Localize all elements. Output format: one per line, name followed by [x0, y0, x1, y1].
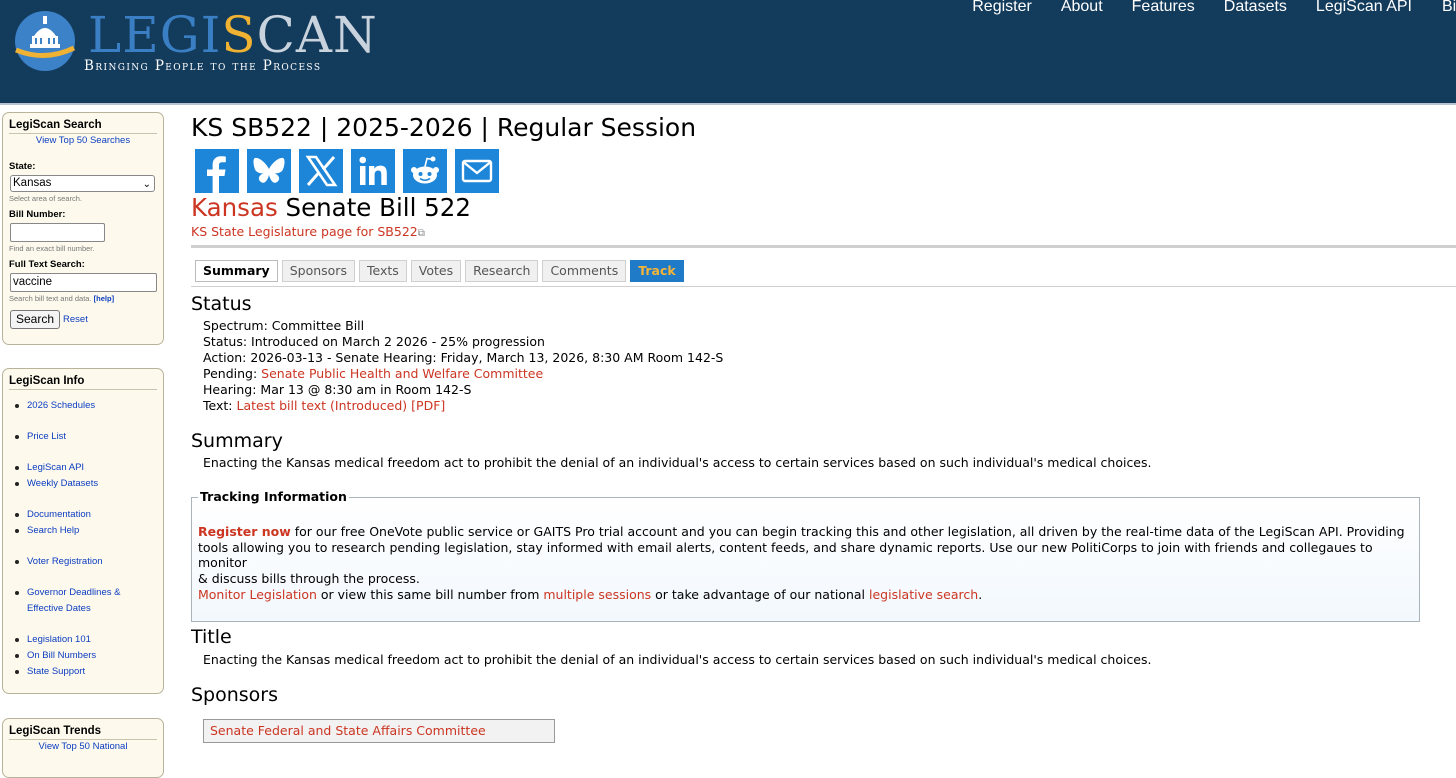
- sponsor-item: [203, 719, 555, 743]
- linkedin-glyph: [351, 149, 395, 193]
- full-text-label: Full Text Search:: [9, 259, 85, 270]
- external-link-icon: ⧉: [417, 228, 425, 239]
- info-links: [3, 398, 163, 680]
- bill-number-input[interactable]: [10, 223, 105, 242]
- info-box-title: LegiScan Info: [9, 375, 85, 387]
- monitor-text-end: .: [978, 587, 983, 602]
- reddit-icon[interactable]: [403, 149, 447, 193]
- state-label: State:: [9, 161, 36, 172]
- info-link-schedules[interactable]: 2026 Schedules: [3, 398, 163, 414]
- reset-link[interactable]: Reset: [63, 314, 88, 325]
- divider: [191, 286, 1456, 287]
- divider: [191, 245, 1456, 248]
- tab-summary[interactable]: Summary: [195, 260, 278, 282]
- tracking-info-box: [191, 489, 1420, 622]
- nav-legiscan-api[interactable]: LegiScan API: [1315, 0, 1412, 15]
- monitor-text: [198, 587, 1413, 603]
- sponsor-link[interactable]: Senate Federal and State Affairs Committee: [210, 723, 486, 738]
- status-spectrum: Spectrum: Committee Bill: [203, 318, 365, 333]
- status-heading: Status: [191, 293, 252, 315]
- x-glyph: [299, 149, 343, 193]
- info-link-voter-registration[interactable]: Voter Registration: [3, 554, 163, 570]
- state-legislature-link-row: [191, 224, 425, 239]
- email-glyph: [455, 149, 499, 193]
- tab-research[interactable]: Research: [465, 260, 538, 282]
- top-50-searches-link[interactable]: View Top 50 Searches: [35, 135, 131, 146]
- search-box-title: LegiScan Search: [9, 119, 102, 131]
- full-text-hint-text: Search bill text and data.: [9, 294, 92, 303]
- divider: [9, 389, 157, 390]
- bill-tabs: [195, 260, 688, 282]
- bill-heading: [191, 192, 471, 224]
- search-actions: [3, 310, 163, 329]
- full-text-input[interactable]: vaccine: [10, 273, 157, 292]
- info-link-api[interactable]: LegiScan API: [3, 460, 163, 476]
- status-action: Action: 2026-03-13 - Senate Hearing: Friday, March 13, 2026, 8:30 AM Room 142-S: [203, 350, 724, 365]
- full-text-hint: [3, 294, 163, 304]
- tracking-line-3: & discuss bills through the process.: [198, 570, 420, 586]
- tracking-line-1: for our free OneVote public service or GAITS Pro trial account and you can begin tracking this and other legislation, all driven by the real-time data of the LegiScan API. Providing: [290, 524, 1405, 539]
- sidebar-trends-box: [2, 718, 164, 778]
- top-navigation: [943, 0, 1456, 18]
- state-legislature-link[interactable]: KS State Legislature page for SB522: [191, 224, 418, 239]
- tracking-line-2: tools allowing you to research pending legislation, stay informed with email alerts, content feeds, and share dynamic reports. Use our new PolitiCorps to join with friends and collegaues to monitor: [198, 539, 1373, 570]
- info-link-state-support[interactable]: State Support: [3, 664, 163, 680]
- site-header: [0, 0, 1456, 103]
- nav-about[interactable]: About: [1060, 0, 1103, 15]
- capitol-globe-icon: [10, 10, 80, 72]
- email-icon[interactable]: [455, 149, 499, 193]
- share-buttons: [195, 149, 507, 193]
- nav-features[interactable]: Features: [1131, 0, 1195, 15]
- nav-truncated[interactable]: Bi: [1442, 0, 1456, 15]
- divider: [9, 133, 157, 134]
- bluesky-glyph: [247, 149, 291, 193]
- info-link-documentation[interactable]: Documentation: [3, 507, 163, 523]
- nav-datasets[interactable]: Datasets: [1223, 0, 1287, 15]
- register-now-link[interactable]: Register now: [198, 524, 291, 539]
- bluesky-icon[interactable]: [247, 149, 291, 193]
- legiscan-logo[interactable]: [10, 6, 380, 80]
- linkedin-icon[interactable]: [351, 149, 395, 193]
- search-button[interactable]: Search: [10, 310, 60, 329]
- legislative-search-link[interactable]: legislative search: [869, 587, 979, 602]
- info-link-legislation-101[interactable]: Legislation 101: [3, 632, 163, 648]
- monitor-text-2: or take advantage of our national: [651, 587, 869, 602]
- text-label: Text:: [203, 398, 233, 413]
- x-icon[interactable]: [299, 149, 343, 193]
- sidebar-search-box: [2, 112, 164, 345]
- pending-committee-link[interactable]: Senate Public Health and Welfare Committee: [261, 366, 544, 381]
- logo-tagline: Bringing People to the Process: [84, 58, 322, 74]
- info-link-price-list[interactable]: Price List: [3, 429, 163, 445]
- monitor-legislation-link[interactable]: Monitor Legislation: [198, 587, 317, 602]
- bill-name: Senate Bill 522: [285, 193, 471, 222]
- facebook-glyph: [195, 149, 239, 193]
- nav-register[interactable]: Register: [972, 0, 1032, 15]
- header-divider: [0, 103, 1456, 105]
- bill-number-hint: Find an exact bill number.: [9, 244, 95, 253]
- tab-sponsors[interactable]: Sponsors: [282, 260, 355, 282]
- tracking-legend: Tracking Information: [200, 489, 347, 504]
- info-link-bill-numbers[interactable]: On Bill Numbers: [3, 648, 163, 664]
- state-name[interactable]: Kansas: [191, 193, 278, 222]
- sponsors-heading: Sponsors: [191, 684, 279, 706]
- title-heading: Title: [191, 626, 232, 648]
- status-pending: [203, 366, 543, 382]
- sidebar-info-box: [2, 368, 164, 694]
- page-title: KS SB522 | 2025-2026 | Regular Session: [191, 113, 697, 142]
- chevron-down-icon: ⌄: [142, 179, 151, 190]
- bill-number-label: Bill Number:: [9, 209, 66, 220]
- info-link-governor-deadlines[interactable]: [3, 585, 163, 617]
- logo-wordmark: LEGISCAN: [88, 6, 378, 64]
- monitor-text-1: or view this same bill number from: [316, 587, 544, 602]
- summary-text: Enacting the Kansas medical freedom act to prohibit the denial of an individual's access to certain services based on such individual's medical choices.: [203, 455, 1152, 470]
- state-hint: Select area of search.: [9, 194, 82, 203]
- multiple-sessions-link[interactable]: multiple sessions: [543, 587, 652, 602]
- help-link[interactable]: [help]: [93, 294, 115, 303]
- tab-comments[interactable]: Comments: [542, 260, 626, 282]
- state-select[interactable]: [10, 175, 155, 192]
- info-link-search-help[interactable]: Search Help: [3, 523, 163, 539]
- facebook-icon[interactable]: [195, 149, 239, 193]
- latest-bill-text-link[interactable]: Latest bill text (Introduced) [PDF]: [236, 398, 446, 413]
- governor-deadlines-line1: Governor Deadlines &: [27, 587, 121, 598]
- state-select-value: Kansas: [13, 177, 52, 189]
- tab-texts[interactable]: Texts: [359, 260, 407, 282]
- divider: [9, 739, 157, 740]
- summary-heading: Summary: [191, 430, 283, 452]
- top-50-national-link[interactable]: View Top 50 National: [38, 741, 128, 752]
- tab-track[interactable]: Track: [630, 260, 683, 282]
- trends-box-title: LegiScan Trends: [9, 725, 102, 737]
- reddit-glyph: [403, 149, 447, 193]
- tracking-text: [198, 524, 1413, 586]
- pending-label: Pending:: [203, 366, 258, 381]
- tab-votes[interactable]: Votes: [411, 260, 461, 282]
- status-hearing: Hearing: Mar 13 @ 8:30 am in Room 142-S: [203, 382, 472, 397]
- title-text: Enacting the Kansas medical freedom act to prohibit the denial of an individual's access to certain services based on such individual's medical choices.: [203, 652, 1152, 667]
- info-link-weekly-datasets[interactable]: Weekly Datasets: [3, 476, 163, 492]
- status-text: [203, 398, 445, 414]
- governor-deadlines-line2: Effective Dates: [27, 603, 91, 614]
- status-status: Status: Introduced on March 2 2026 - 25% progression: [203, 334, 545, 349]
